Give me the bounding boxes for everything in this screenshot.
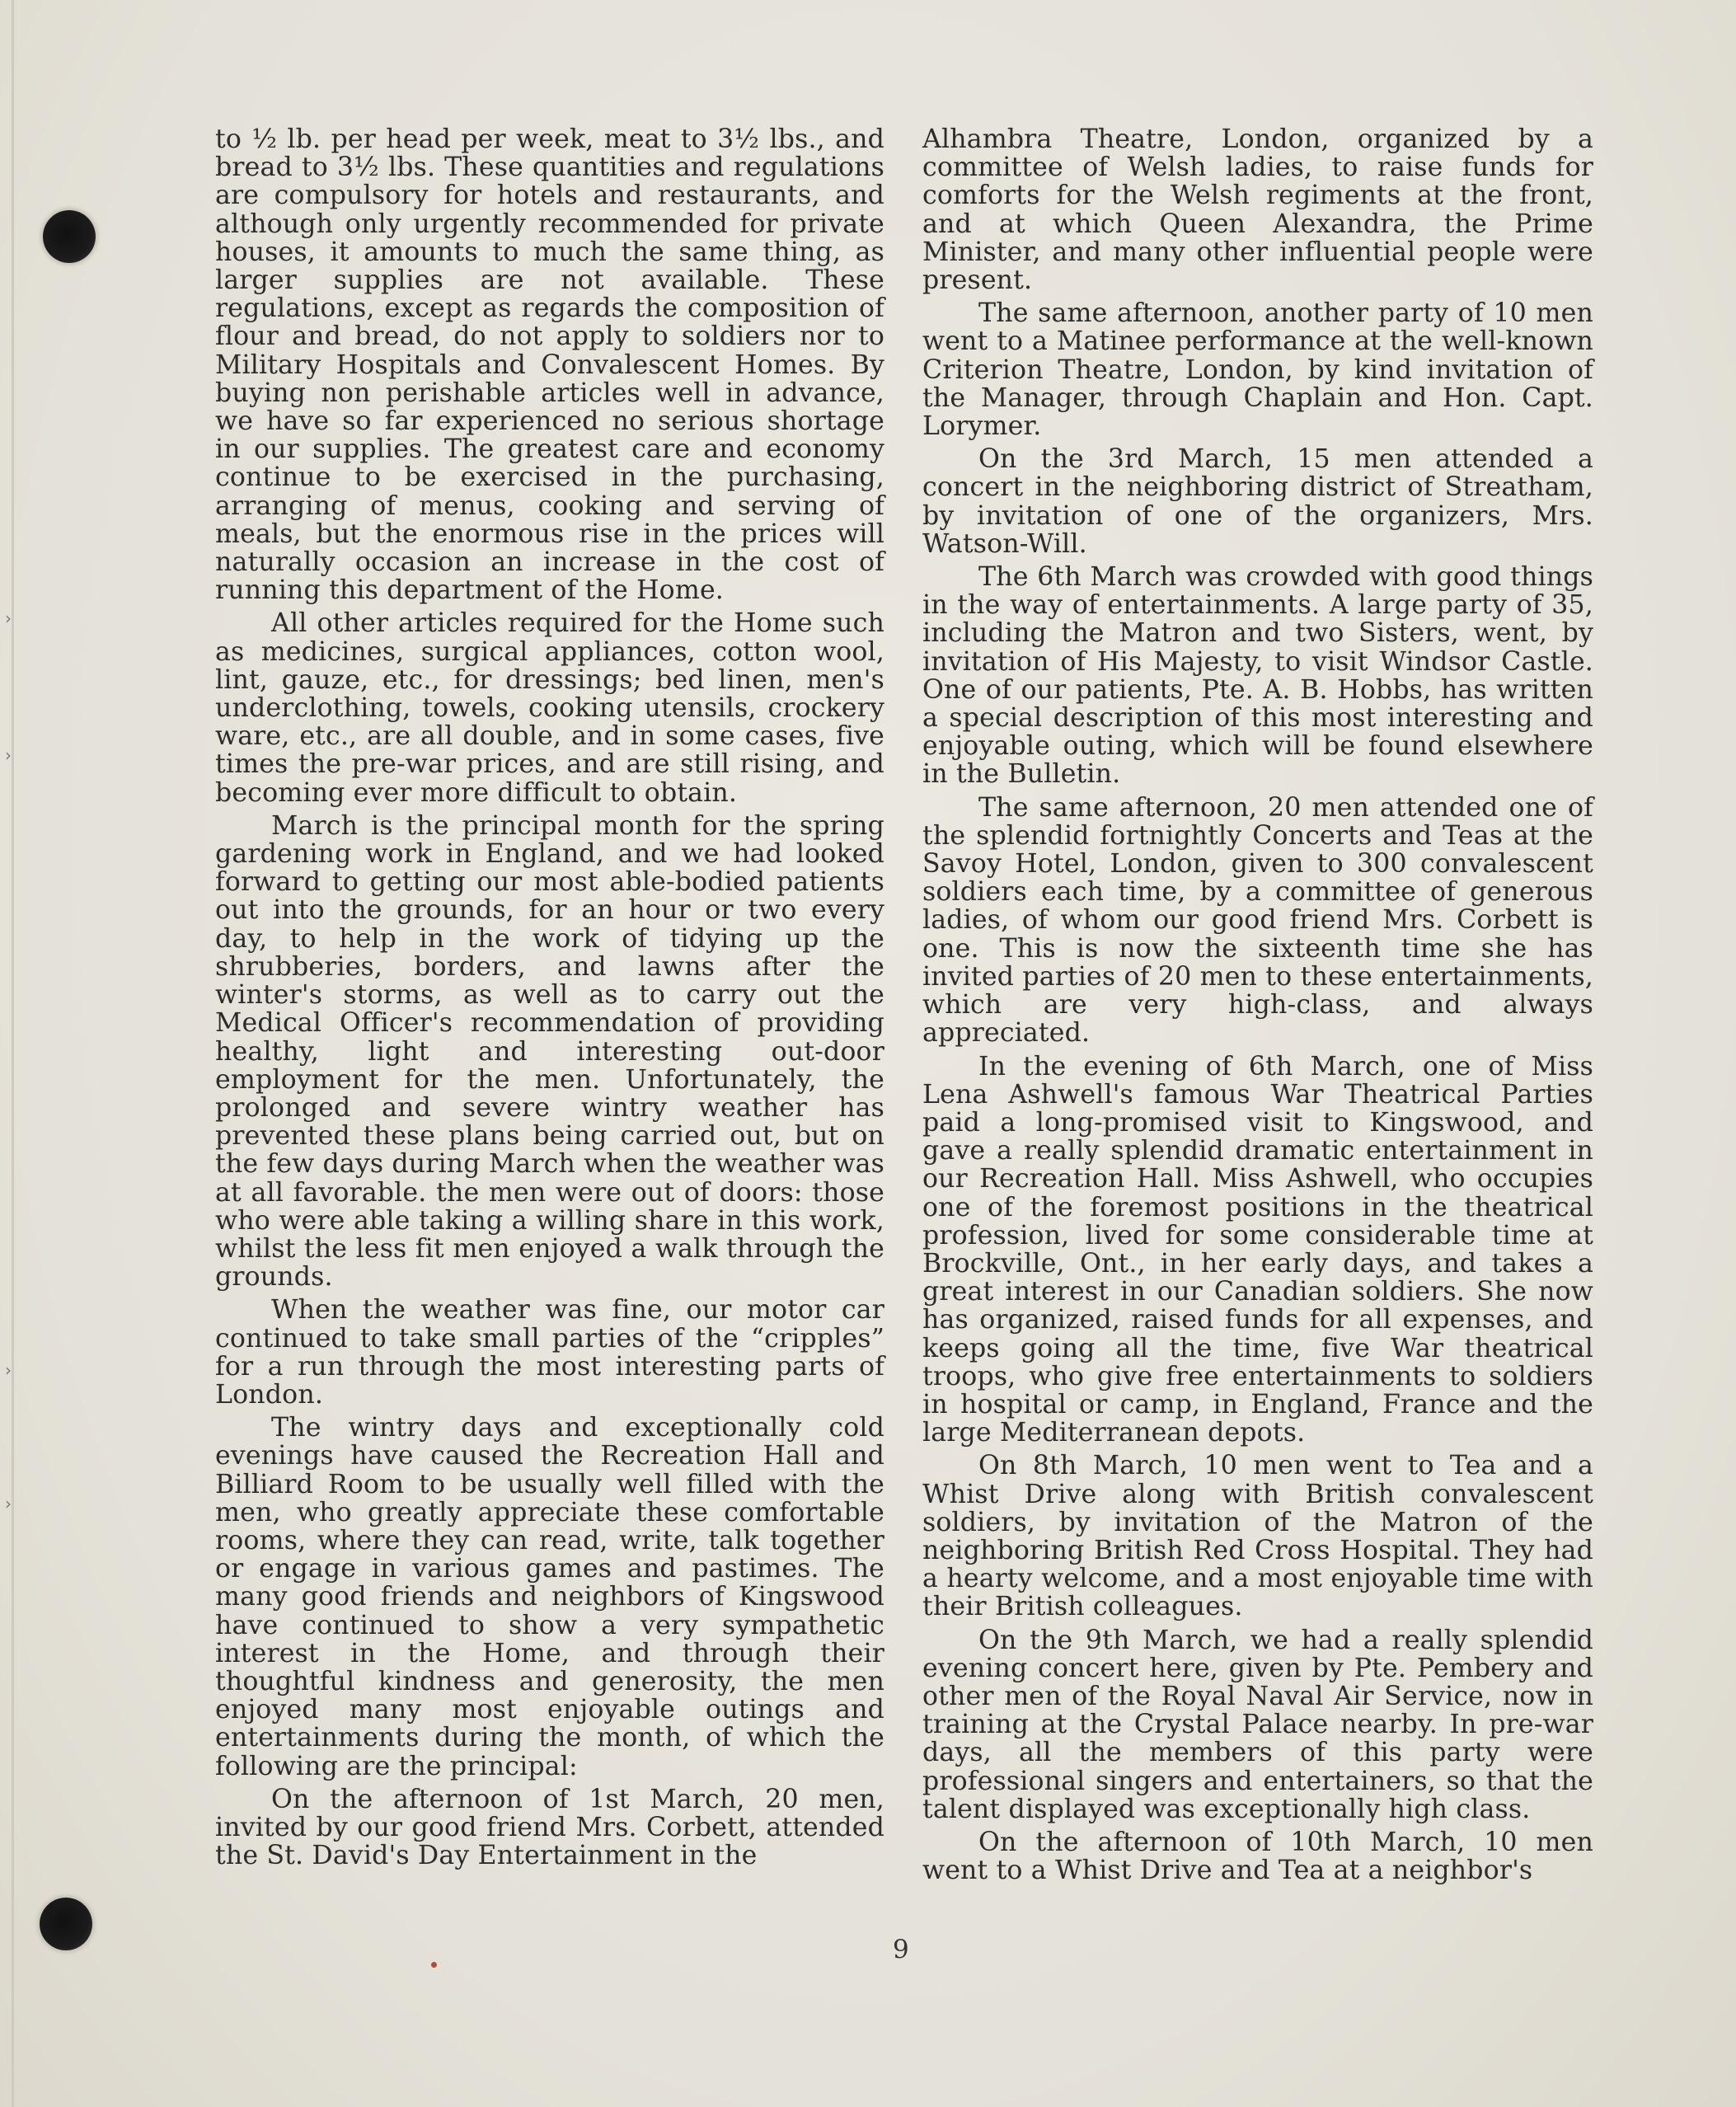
- paragraph: to ½ lb. per head per week, meat to 3½ lbs., and bread to 3½ lbs. These quantities and regulations are compulsory for hotels and restaurants, and although only urgently recommended for private houses, it amounts to much the same thing, as larger supplies are not available. These regulations, except as regards the composition of flour and bread, do not apply to soldiers nor to Military Hospitals and Convalescent Homes. By buying non perishable articles well in advance, we have so far experienced no serious shortage in our supplies. The greatest care and economy continue to be exercised in the purchasing, arranging of menus, cooking and serving of meals, but the enormous rise in the prices will naturally occasion an increase in the cost of running this department of the Home.: [215, 124, 884, 606]
- margin-mark: ›: [5, 745, 12, 765]
- paragraph: Alhambra Theatre, London, organized by a committee of Welsh ladies, to raise funds for comforts for the Welsh regiments at the front, and at which Queen Alexandra, the Prime Minister, and many other influential people were present.: [922, 124, 1593, 296]
- margin-mark: ›: [5, 1360, 12, 1380]
- paragraph: In the evening of 6th March, one of Miss Lena Ashwell's famous War Theatrical Parties paid a long-promised visit to Kingswood, and gave a really splendid dramatic entertainment in our Recreation Hall. Miss Ashwell, who occupies one of the foremost positions in the theatrical profession, lived for some considerable time at Brockville, Ont., in her early days, and takes a great interest in our Canadian soldiers. She now has organized, raised funds for all expenses, and keeps going all the time, five War theatrical troops, who give free entertainments to soldiers in hospital or camp, in England, France and the large Mediterranean depots.: [922, 1051, 1593, 1448]
- paragraph: On the afternoon of 10th March, 10 men went to a Whist Drive and Tea at a neighbor's: [922, 1827, 1593, 1886]
- paragraph: On the 9th March, we had a really splendid evening concert here, given by Pte. Pembery and other men of the Royal Naval Air Service, now in training at the Crystal Palace nearby. In pre-war days, all the members of this party were professional singers and entertainers, so that the talent displayed was exceptionally high class.: [922, 1625, 1593, 1824]
- paragraph: When the weather was fine, our motor car continued to take small parties of the “cripples” for a run through the most interesting parts of London.: [215, 1295, 884, 1410]
- paragraph: The same afternoon, 20 men attended one of the splendid fortnightly Concerts and Teas at the Savoy Hotel, London, given to 300 convalescent soldiers each time, by a committee of generous ladies, of whom our good friend Mrs. Corbett is one. This is now the sixteenth time she has invited parties of 20 men to these entertainments, which are very high-class, and always appreciated.: [922, 792, 1593, 1049]
- paragraph: The wintry days and exceptionally cold evenings have caused the Recreation Hall and Billiard Room to be usually well filled with the men, who greatly appreciate these comfortable rooms, where they can read, write, talk together or engage in various games and pastimes. The many good friends and neighbors of Kingswood have continued to show a very sympathetic interest in the Home, and through their thoughtful kindness and generosity, the men enjoyed many most enjoyable outings and entertainments during the month, of which the following are the principal:: [215, 1413, 884, 1781]
- page-number: 9: [893, 1935, 909, 1964]
- paragraph: March is the principal month for the spring gardening work in England, and we had looked forward to getting our most able-bodied patients out into the grounds, for an hour or two every day, to help in the work of tidying up the shrubberies, borders, and lawns after the winter's storms, as well as to carry out the Medical Officer's recommendation of providing healthy, light and interesting out-door employment for the men. Unfortunately, the prolonged and severe wintry weather has prevented these plans being carried out, but on the few days during March when the weather was at all favorable. the men were out of doors: those who were able taking a willing share in this work, whilst the less fit men enjoyed a walk through the grounds.: [215, 810, 884, 1293]
- margin-mark: ›: [5, 1494, 12, 1513]
- paragraph: On 8th March, 10 men went to Tea and a Whist Drive along with British convalescent soldiers, by invitation of the Matron of the neighboring British Red Cross Hospital. They had a hearty welcome, and a most enjoyable time with their British colleagues.: [922, 1451, 1593, 1622]
- paragraph: The 6th March was crowded with good things in the way of entertainments. A large party of 35, including the Matron and two Sisters, went, by invitation of His Majesty, to visit Windsor Castle. One of our patients, Pte. A. B. Hobbs, has written a special description of this most interesting and enjoyable outing, which will be found elsewhere in the Bulletin.: [922, 562, 1593, 790]
- punch-hole-bottom: [40, 1898, 92, 1950]
- left-text-column: [215, 125, 884, 1875]
- right-text-column: [922, 125, 1593, 1889]
- ink-speck: [431, 1962, 437, 1968]
- punch-hole-top: [43, 210, 96, 263]
- margin-mark: ›: [5, 608, 12, 628]
- paragraph: On the 3rd March, 15 men attended a concert in the neighboring district of Streatham, by invitation of one of the organizers, Mrs. Watson-Will.: [922, 444, 1593, 559]
- paragraph: All other articles required for the Home such as medicines, surgical appliances, cotton wool, lint, gauze, etc., for dressings; bed linen, men's underclothing, towels, cooking utensils, crockery ware, etc., are all double, and in some cases, five times the pre-war prices, and are still rising, and becoming ever more difficult to obtain.: [215, 608, 884, 808]
- paragraph: On the afternoon of 1st March, 20 men, invited by our good friend Mrs. Corbett, attended the St. David's Day Entertainment in the: [215, 1784, 884, 1871]
- page-edge: [12, 0, 14, 2107]
- paragraph: The same afternoon, another party of 10 men went to a Matinee performance at the well-known Criterion Theatre, London, by kind invitation of the Manager, through Chaplain and Hon. Capt. Lorymer.: [922, 298, 1593, 442]
